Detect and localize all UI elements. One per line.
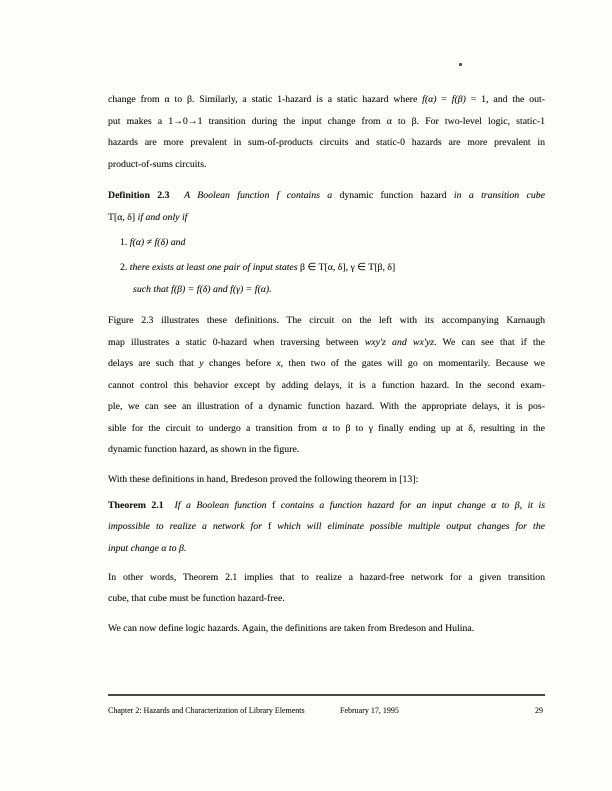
list-item: 1. f(α) ≠ f(δ) and <box>120 237 186 248</box>
paragraph-static-hazards <box>108 89 545 175</box>
text-line: change from α to β. Similarly, a static 1-hazard is a static hazard where f(α) = f(β) = 1, and the out- <box>108 94 545 105</box>
text-line: Figure 2.3 illustrates these definitions. The circuit on the left with its accompanying Karnaugh <box>108 315 545 326</box>
paragraph-theorem-implication <box>108 567 545 610</box>
list-item-continuation: such that f(β) = f(δ) and f(γ) = f(α). <box>133 283 272 295</box>
text-line: impossible to realize a network for f which will eliminate possible multiple output changes for the <box>108 521 545 532</box>
text-line: We can now define logic hazards. Again, the definitions are taken from Bredeson and Hulina. <box>108 622 475 634</box>
footer-page-number: 29 <box>535 705 543 715</box>
text-line: cube, that cube must be function hazard-free. <box>108 593 285 604</box>
theorem-2-1 <box>108 495 545 560</box>
footer-row <box>108 706 545 716</box>
definition-2-3 <box>108 185 545 228</box>
scan-artifact-dot <box>459 63 462 66</box>
paragraph-logic-hazards-intro <box>108 618 545 640</box>
text-line: In other words, Theorem 2.1 implies that to realize a hazard-free network for a given transition <box>108 571 545 583</box>
text-line: product-of-sums circuits. <box>108 158 207 170</box>
footer-rule <box>108 694 545 696</box>
text-line: put makes a 1→0→1 transition during the input change from α to β. For two-level logic, static-1 <box>108 115 545 127</box>
text-line: With these definitions in hand, Bredeson proved the following theorem in [13]: <box>108 473 419 485</box>
text-line: sible for the circuit to undergo a transition from α to β to γ finally ending up at δ, resulting in the <box>108 422 545 434</box>
definition-list-item-1 <box>108 232 545 254</box>
text-line: T[α, δ] if and only if <box>108 211 188 223</box>
text-line: delays are such that y changes before x, then two of the gates will go on momentarily. Because we <box>108 358 546 369</box>
paragraph-figure-2-3 <box>108 310 545 461</box>
footer-date: February 17, 1995 <box>340 705 399 715</box>
paragraph-theorem-intro <box>108 469 545 491</box>
text-line: Theorem 2.1 If a Boolean function f contains a function hazard for an input change α to β, it is <box>108 499 546 511</box>
definition-list-item-2 <box>108 257 545 300</box>
text-line: input change α to β. <box>108 542 187 554</box>
text-line: ple, we can see an illustration of a dynamic function hazard. With the appropriate delays, it is pos- <box>108 401 545 412</box>
page-body <box>108 89 545 639</box>
text-line: map illustrates a static 0-hazard when traversing between wxy'z and wx'yz. We can see that if the <box>108 336 545 348</box>
text-line: Definition 2.3 A Boolean function f contains a dynamic function hazard in a transition cube <box>108 190 546 201</box>
text-line: cannot control this behavior except by adding delays, it is a function hazard. In the second exam- <box>108 379 545 391</box>
page-footer <box>108 694 545 716</box>
footer-chapter-label: Chapter 2: Hazards and Characterization of Library Elements <box>108 705 305 715</box>
text-line: hazards are more prevalent in sum-of-products circuits and static-0 hazards are more prevalent in <box>108 137 545 148</box>
list-item: 2. there exists at least one pair of input states β ∈ T[α, δ], γ ∈ T[β, δ] <box>120 262 396 273</box>
text-line: dynamic function hazard, as shown in the figure. <box>108 444 300 455</box>
